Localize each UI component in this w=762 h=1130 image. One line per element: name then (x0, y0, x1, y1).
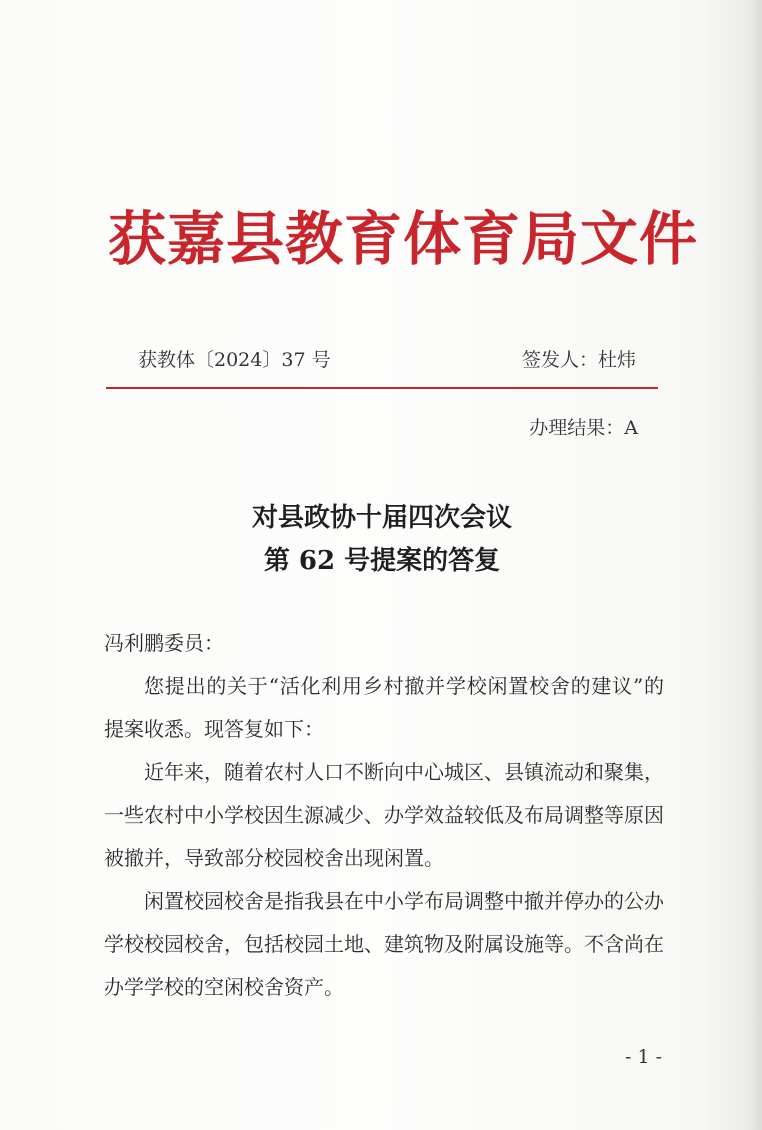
issuer: 签发人：杜炜 (521, 349, 636, 371)
header-divider (106, 387, 658, 389)
document-number: 获教体〔2024〕37 号 (138, 349, 331, 371)
document-header-title: 获嘉县教育体育局文件 (108, 205, 699, 273)
handling-result: 办理结果：A (529, 417, 638, 439)
subject-line-2: 第 62 号提案的答复 (263, 546, 501, 576)
document-body (104, 622, 664, 1009)
body-paragraph-2: 近年来，随着农村人口不断向中心城区、县镇流动和聚集，一些农村中小学校因生源减少、办学效益较低及布局调整等原因被撤并，导致部分校园校舍出现闲置。 (104, 760, 664, 870)
paper-edge-shadow (748, 0, 762, 1130)
body-paragraph-3: 闲置校园校舍是指我县在中小学布局调整中撤并停办的公办学校校园校舍，包括校园土地、建筑物及附属设施等。不含尚在办学学校的空闲校舍资产。 (104, 889, 664, 999)
body-paragraph-1: 您提出的关于“活化利用乡村撤并学校闲置校舍的建议”的提案收悉。现答复如下： (104, 674, 664, 741)
page-number: - 1 - (624, 1046, 662, 1068)
subject-line-1: 对县政协十届四次会议 (251, 503, 512, 533)
salutation: 冯利鹏委员： (104, 631, 224, 655)
